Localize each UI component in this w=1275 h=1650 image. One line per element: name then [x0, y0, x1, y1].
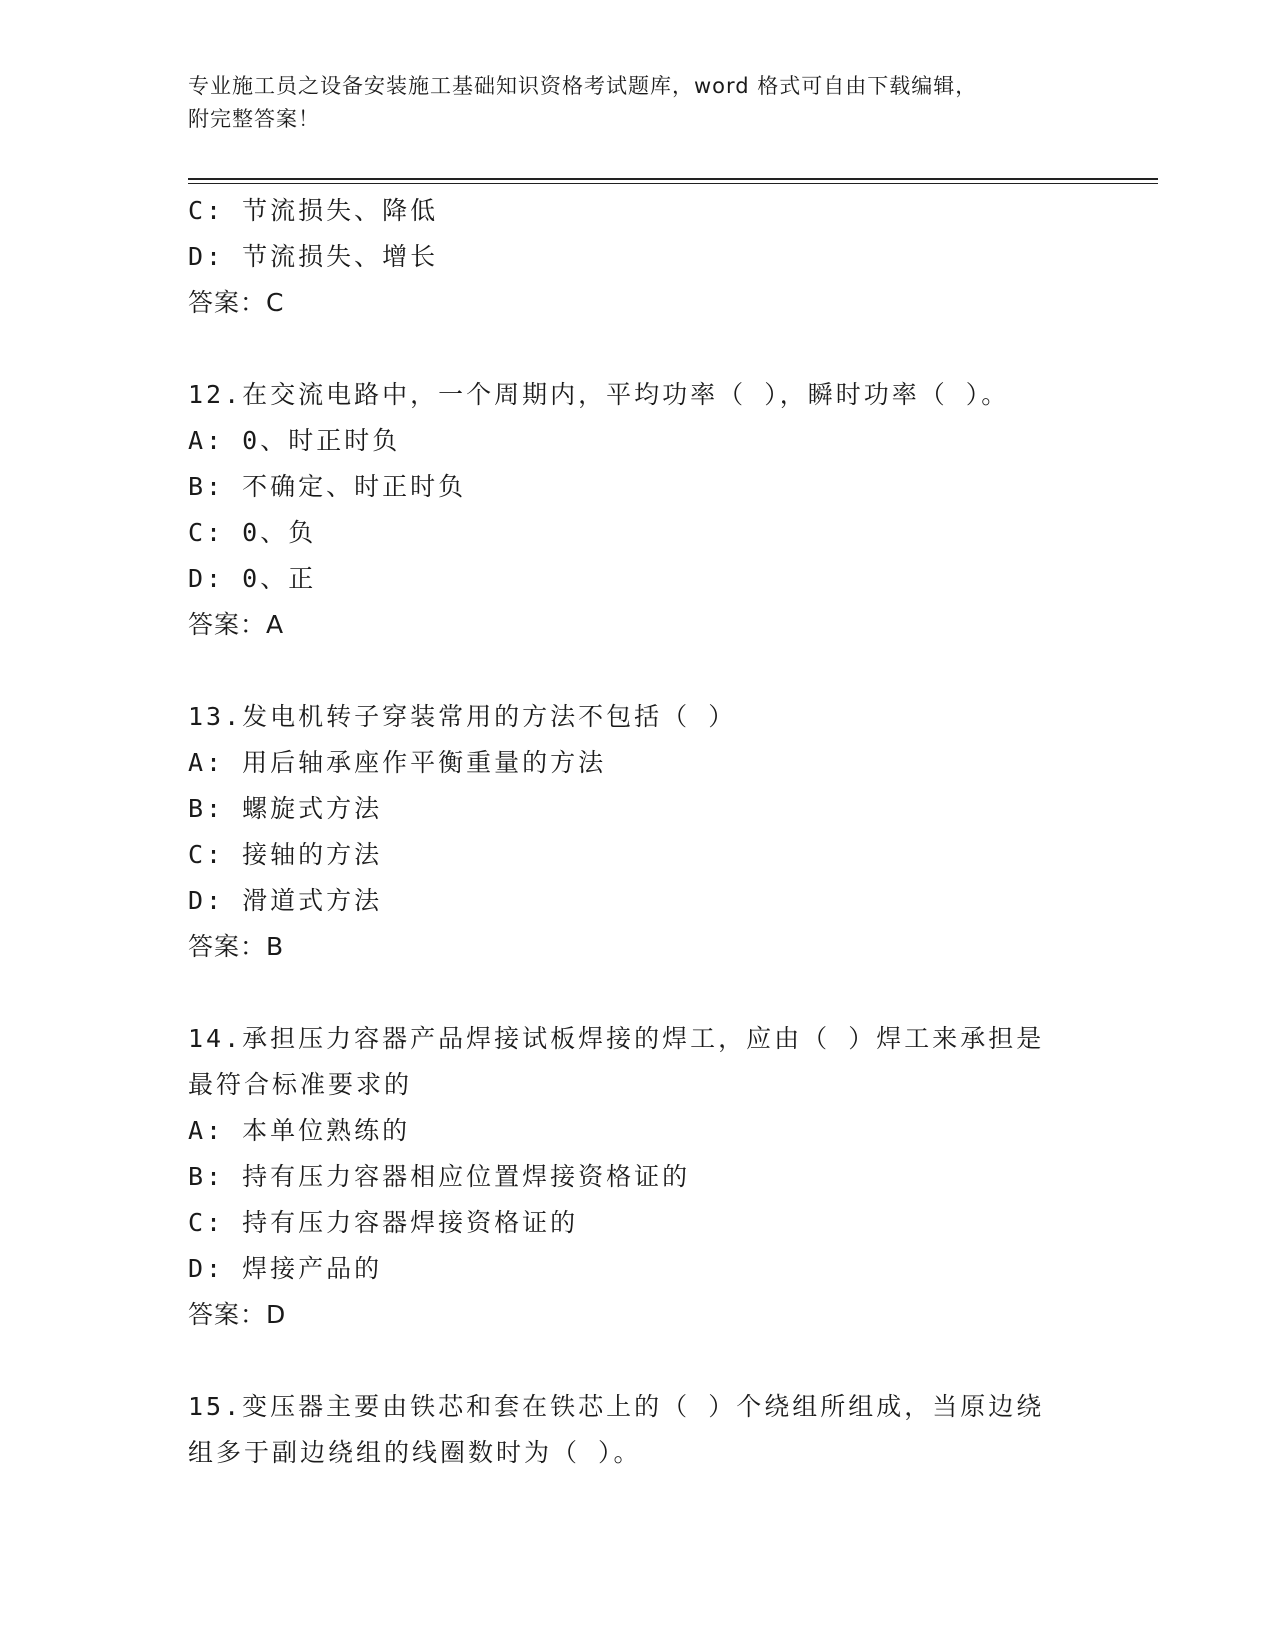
header-divider-thick: [188, 178, 1158, 180]
option-d: D: 焊接产品的: [188, 1254, 383, 1283]
header-line-2: 附完整答案！: [188, 107, 320, 131]
question-list: [188, 188, 1088, 1476]
question-block: [188, 1016, 1088, 1338]
option-b: B: 不确定、时正时负: [188, 472, 467, 501]
question-block: [188, 1384, 1088, 1476]
answer-line: 答案：D: [188, 1300, 287, 1329]
option-c: C: 节流损失、降低: [188, 196, 439, 225]
question-block: [188, 188, 1088, 326]
header-divider-thin: [188, 183, 1158, 184]
question-text: 15.变压器主要由铁芯和套在铁芯上的（ ）个绕组所组成，当原边绕: [188, 1392, 1045, 1421]
question-text-continued: 组多于副边绕组的线圈数时为（ ）。: [188, 1438, 642, 1467]
question-text: 14.承担压力容器产品焊接试板焊接的焊工，应由（ ）焊工来承担是: [188, 1024, 1045, 1053]
document-header: [188, 70, 1068, 136]
question-text: 12.在交流电路中，一个周期内，平均功率（ ），瞬时功率（ ）。: [188, 380, 1010, 409]
question-block: [188, 694, 1088, 970]
option-c: C: 持有压力容器焊接资格证的: [188, 1208, 579, 1237]
option-b: B: 持有压力容器相应位置焊接资格证的: [188, 1162, 691, 1191]
answer-line: 答案：A: [188, 610, 285, 639]
option-a: A: 本单位熟练的: [188, 1116, 411, 1145]
header-line-1: 专业施工员之设备安装施工基础知识资格考试题库，word 格式可自由下载编辑，: [188, 74, 978, 98]
answer-line: 答案：C: [188, 288, 285, 317]
question-block: [188, 372, 1088, 648]
option-a: A: 0、时正时负: [188, 426, 401, 455]
option-b: B: 螺旋式方法: [188, 794, 383, 823]
option-d: D: 节流损失、增长: [188, 242, 439, 271]
option-d: D: 0、正: [188, 564, 317, 593]
question-text-continued: 最符合标准要求的: [188, 1070, 413, 1099]
answer-line: 答案：B: [188, 932, 285, 961]
question-text: 13.发电机转子穿装常用的方法不包括（ ）: [188, 702, 737, 731]
option-c: C: 0、负: [188, 518, 317, 547]
option-c: C: 接轴的方法: [188, 840, 383, 869]
option-a: A: 用后轴承座作平衡重量的方法: [188, 748, 607, 777]
option-d: D: 滑道式方法: [188, 886, 383, 915]
